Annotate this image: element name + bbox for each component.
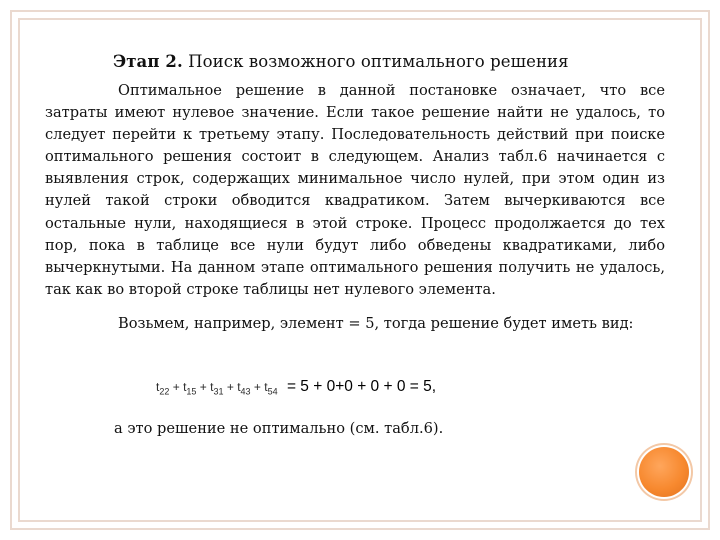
formula-term: $t_{31}$ <box>210 380 224 397</box>
slide-title <box>113 52 569 71</box>
paragraph-example: Возьмем, например, элемент = 5, тогда решение будет иметь вид: <box>118 315 634 332</box>
slide-title-text: Поиск возможного оптимального решения <box>182 52 569 71</box>
formula-plus: + <box>253 380 261 394</box>
formula-plus: + <box>226 380 234 394</box>
formula-term: $t_{22}$ <box>156 380 170 397</box>
formula-term: $t_{54}$ <box>264 380 278 397</box>
decorative-orange-circle <box>639 447 689 497</box>
formula-plus: + <box>172 380 180 394</box>
solution-formula <box>156 378 436 396</box>
paragraph-explanation: Оптимальное решение в данной постановке означает, что все затраты имеют нулевое значение. Если такое решение найти не удалось, то следует перейти к третьему этапу. Последовательность действий при поиске оптимального решения состоит в следующем. Анализ табл.6 начинается с выявления строк, содержащих минимальное число нулей, при этом один из нулей такой строки обводится квадратиком. Затем вычеркиваются все остальные нули, находящиеся в этой строке. Процесс продолжается до тех пор, пока в таблице все нули будут либо обведены квадратиками, либо вычеркнутыми. На данном этапе оптимального решения получить не удалось, так как во второй строке таблицы нет нулевого элемента. <box>45 82 665 298</box>
formula-result: = 5 + 0+0 + 0 + 0 = 5, <box>286 378 437 395</box>
conclusion-text: а это решение не оптимально (см. табл.6). <box>114 420 444 437</box>
formula-terms <box>156 380 281 397</box>
formula-plus: + <box>199 380 207 394</box>
formula-term: $t_{15}$ <box>183 380 197 397</box>
slide-title-stage: Этап 2. <box>113 52 183 71</box>
formula-term: $t_{43}$ <box>237 380 251 397</box>
